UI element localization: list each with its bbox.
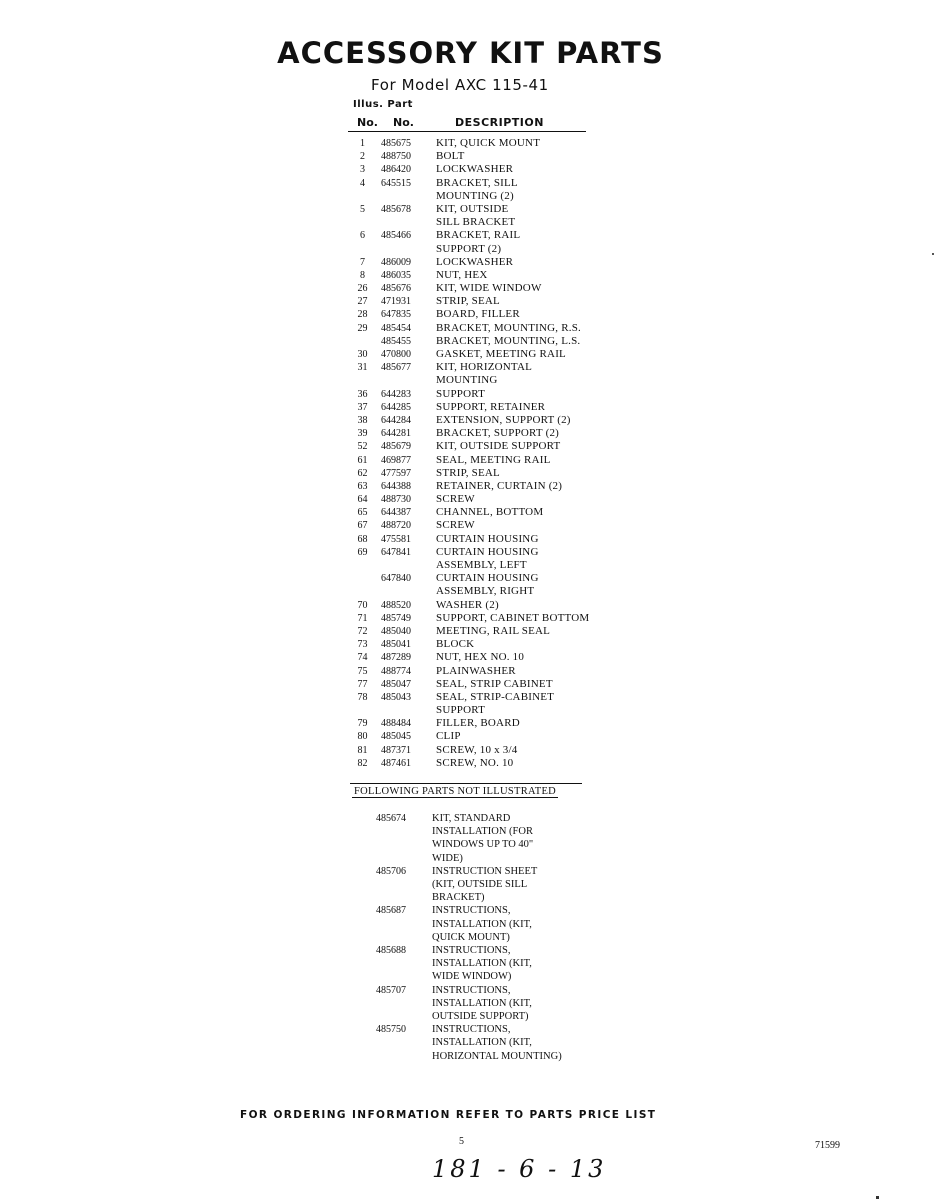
part-description: SCREW, NO. 10 xyxy=(436,756,514,769)
part-row-continuation xyxy=(350,216,610,229)
illus-number: 31 xyxy=(357,362,368,374)
part-description: GASKET, MEETING RAIL xyxy=(436,348,566,360)
part-row-continuation xyxy=(350,243,610,256)
part-description: SUPPORT, RETAINER xyxy=(436,400,546,413)
description-line: HORIZONTAL MOUNTING) xyxy=(432,1050,562,1062)
part-row xyxy=(350,744,610,757)
column-header-description: DESCRIPTION xyxy=(455,116,544,129)
part-row xyxy=(350,335,610,348)
part-description: PLAINWASHER xyxy=(436,664,516,677)
illus-number: 27 xyxy=(357,296,368,308)
part-number: 647835 xyxy=(381,309,411,321)
part-row xyxy=(350,678,610,691)
part-number: 485047 xyxy=(381,678,411,690)
part-description: BRACKET, MOUNTING, L.S. xyxy=(436,334,581,347)
part-number: 485675 xyxy=(381,138,411,149)
part-row xyxy=(350,480,610,493)
description-line: INSTRUCTIONS, xyxy=(432,905,511,917)
part-description: ASSEMBLY, LEFT xyxy=(436,559,527,571)
part-number: 488520 xyxy=(381,599,411,611)
part-number: 485466 xyxy=(381,230,411,242)
part-number: 488730 xyxy=(381,494,411,506)
illus-number xyxy=(350,216,375,229)
part-description: BOLT xyxy=(436,150,465,163)
part-row xyxy=(350,493,610,506)
part-row xyxy=(350,163,610,176)
part-row xyxy=(350,612,610,625)
part-description: SEAL, STRIP-CABINET xyxy=(436,690,555,703)
illus-number: 28 xyxy=(357,309,368,321)
part-row xyxy=(350,282,610,295)
scan-speck xyxy=(876,1196,879,1199)
part-number: 485674 xyxy=(376,813,406,824)
part-number: 488750 xyxy=(381,151,411,163)
part-description: LOCKWASHER xyxy=(436,163,514,176)
illus-number xyxy=(350,585,375,598)
part-row xyxy=(350,717,610,730)
part-description: NUT, HEX NO. 10 xyxy=(436,651,525,664)
part-description: SCREW xyxy=(436,519,475,532)
part-number: 486009 xyxy=(381,256,411,268)
part-description: STRIP, SEAL xyxy=(436,466,500,479)
part-row xyxy=(350,414,610,427)
part-number: 485043 xyxy=(381,691,411,703)
part-description: CURTAIN HOUSING xyxy=(436,532,539,545)
parts-list xyxy=(350,137,610,770)
part-number: 644387 xyxy=(381,507,411,519)
part-description: SUPPORT xyxy=(436,387,486,400)
not-illustrated-item xyxy=(370,944,620,984)
part-row xyxy=(350,256,610,269)
part-number: 485749 xyxy=(381,612,411,624)
part-description: BRACKET, SUPPORT (2) xyxy=(436,427,560,440)
header-divider xyxy=(348,131,586,132)
illus-number: 67 xyxy=(357,520,368,532)
illus-number: 2 xyxy=(360,151,365,163)
part-number: 485688 xyxy=(376,945,406,957)
part-number xyxy=(375,190,436,203)
part-description: BLOCK xyxy=(436,638,475,651)
part-number: 485679 xyxy=(381,441,411,453)
part-description: SUPPORT (2) xyxy=(436,242,502,255)
illus-number xyxy=(350,374,375,387)
part-description: KIT, OUTSIDE xyxy=(436,202,509,215)
part-description: BOARD, FILLER xyxy=(436,308,520,321)
illus-number xyxy=(350,335,375,348)
part-row xyxy=(350,533,610,546)
part-description: SCREW, 10 x 3/4 xyxy=(436,743,518,756)
illus-number: 62 xyxy=(357,467,368,479)
part-number: 485677 xyxy=(381,362,411,374)
part-number: 645515 xyxy=(381,177,411,189)
part-number: 485678 xyxy=(381,203,411,215)
illus-number: 63 xyxy=(357,480,368,492)
illus-number: 37 xyxy=(357,401,368,413)
part-description: RETAINER, CURTAIN (2) xyxy=(436,479,563,492)
illus-number: 80 xyxy=(357,731,368,743)
illus-number: 61 xyxy=(357,454,368,466)
part-number: 485045 xyxy=(381,731,411,743)
part-row xyxy=(350,691,610,704)
part-row xyxy=(350,730,610,743)
part-description: KIT, QUICK MOUNT xyxy=(436,137,541,149)
column-header-illus-part: Illus. Part xyxy=(353,99,413,110)
part-row-continuation xyxy=(350,585,610,598)
part-number xyxy=(375,559,436,572)
part-number: 487371 xyxy=(381,744,411,756)
illus-number: 78 xyxy=(357,691,368,703)
not-illustrated-item xyxy=(370,904,620,944)
part-number: 644285 xyxy=(381,401,411,413)
handwritten-note: 181 - 6 - 13 xyxy=(432,1155,607,1183)
illus-number: 26 xyxy=(357,283,368,295)
document-number: 71599 xyxy=(815,1140,840,1151)
part-number: 485676 xyxy=(381,283,411,295)
part-number: 471931 xyxy=(381,296,411,308)
part-description: CLIP xyxy=(436,730,461,743)
illus-number: 52 xyxy=(357,441,368,453)
description-line: INSTALLATION (FOR xyxy=(432,826,533,838)
part-description: MOUNTING (2) xyxy=(436,189,514,202)
part-row xyxy=(350,454,610,467)
part-number: 487289 xyxy=(381,652,411,664)
part-description: EXTENSION, SUPPORT (2) xyxy=(436,413,571,426)
illus-number: 5 xyxy=(360,203,365,215)
part-description: NUT, HEX xyxy=(436,268,488,281)
part-number: 644284 xyxy=(381,414,411,426)
part-row-continuation xyxy=(350,374,610,387)
description-line: BRACKET) xyxy=(432,892,485,904)
not-illustrated-item xyxy=(370,1023,620,1063)
illus-number: 70 xyxy=(357,599,368,611)
part-number: 486420 xyxy=(381,164,411,176)
part-number: 488720 xyxy=(381,520,411,532)
not-illustrated-item xyxy=(370,984,620,1024)
part-number xyxy=(375,216,436,229)
description-line: INSTRUCTIONS, xyxy=(432,1024,511,1036)
part-row xyxy=(350,401,610,414)
illus-number: 38 xyxy=(357,414,368,426)
part-description: KIT, HORIZONTAL xyxy=(436,361,533,374)
description-line: INSTALLATION (KIT, xyxy=(432,918,532,930)
description-line: WIDE WINDOW) xyxy=(432,971,512,983)
part-row xyxy=(350,638,610,651)
part-row xyxy=(350,546,610,559)
page-number: 5 xyxy=(459,1136,464,1147)
illus-number xyxy=(350,190,375,203)
part-description xyxy=(432,984,620,1024)
part-number: 485454 xyxy=(381,322,411,334)
part-row xyxy=(350,427,610,440)
part-row xyxy=(350,506,610,519)
illus-number: 64 xyxy=(357,494,368,506)
illus-number: 30 xyxy=(357,349,368,360)
part-row xyxy=(350,229,610,242)
part-row xyxy=(350,625,610,638)
illus-number: 74 xyxy=(357,652,368,664)
column-header-illus-no: No. xyxy=(357,116,378,129)
description-line: OUTSIDE SUPPORT) xyxy=(432,1011,529,1023)
part-row xyxy=(350,361,610,374)
part-description: BRACKET, RAIL xyxy=(436,229,521,242)
part-description: SCREW xyxy=(436,493,475,506)
part-number: 644388 xyxy=(381,480,411,492)
illus-number: 73 xyxy=(357,639,368,651)
not-illustrated-list xyxy=(370,812,620,1063)
illus-number: 71 xyxy=(357,612,368,624)
part-description xyxy=(432,944,620,984)
illus-number: 39 xyxy=(357,428,368,440)
part-description: CHANNEL, BOTTOM xyxy=(436,506,544,519)
part-description xyxy=(432,865,620,905)
part-description: WASHER (2) xyxy=(436,598,499,611)
part-description: SILL BRACKET xyxy=(436,216,516,229)
illus-number xyxy=(350,243,375,256)
description-line: INSTRUCTIONS, xyxy=(432,945,511,957)
part-row-continuation xyxy=(350,190,610,203)
illus-number: 81 xyxy=(357,744,368,756)
part-row xyxy=(350,295,610,308)
part-number: 644283 xyxy=(381,388,411,400)
description-line: INSTRUCTION SHEET xyxy=(432,865,538,877)
part-number xyxy=(375,243,436,256)
part-description: SEAL, STRIP CABINET xyxy=(436,677,553,690)
part-description: SEAL, MEETING RAIL xyxy=(436,453,551,466)
part-description: LOCKWASHER xyxy=(436,255,514,268)
ordering-note: FOR ORDERING INFORMATION REFER TO PARTS PRICE LIST xyxy=(240,1109,657,1121)
part-row xyxy=(350,137,610,150)
illus-number: 79 xyxy=(357,718,368,730)
description-line: INSTALLATION (KIT, xyxy=(432,1037,532,1049)
part-description: KIT, OUTSIDE SUPPORT xyxy=(436,440,561,453)
part-row-continuation xyxy=(350,704,610,717)
part-row xyxy=(350,651,610,664)
description-line: QUICK MOUNT) xyxy=(432,931,510,943)
part-row xyxy=(350,440,610,453)
illus-number: 36 xyxy=(357,388,368,400)
illus-number: 72 xyxy=(357,625,368,637)
part-number: 485687 xyxy=(376,905,406,917)
part-number: 644281 xyxy=(381,428,411,440)
part-row-continuation xyxy=(350,559,610,572)
part-description: MOUNTING xyxy=(436,374,498,387)
part-number: 647840 xyxy=(381,573,411,585)
illus-number xyxy=(350,559,375,572)
section-divider xyxy=(350,783,582,784)
part-row xyxy=(350,519,610,532)
part-number: 487461 xyxy=(381,757,411,769)
part-description: KIT, WIDE WINDOW xyxy=(436,282,542,295)
part-row xyxy=(350,177,610,190)
part-number: 470800 xyxy=(381,349,411,360)
not-illustrated-heading: FOLLOWING PARTS NOT ILLUSTRATED xyxy=(354,786,557,797)
column-header-part-no: No. xyxy=(393,116,414,129)
part-row xyxy=(350,269,610,282)
illus-number: 77 xyxy=(357,678,368,690)
page-title: ACCESSORY KIT PARTS xyxy=(277,36,664,70)
illus-number: 6 xyxy=(360,230,365,242)
illus-number: 1 xyxy=(360,138,365,149)
illus-number: 65 xyxy=(357,507,368,519)
illus-number: 4 xyxy=(360,177,365,189)
part-number xyxy=(375,585,436,598)
illus-number xyxy=(350,572,375,585)
scan-speck xyxy=(932,253,934,255)
illus-number: 75 xyxy=(357,665,368,677)
part-description: BRACKET, SILL xyxy=(436,176,518,189)
illus-number: 8 xyxy=(360,269,365,281)
description-line: INSTRUCTIONS, xyxy=(432,984,511,996)
part-number: 469877 xyxy=(381,454,411,466)
part-number: 488774 xyxy=(381,665,411,677)
part-number: 485707 xyxy=(376,984,406,996)
part-number: 647841 xyxy=(381,546,411,558)
part-row xyxy=(350,665,610,678)
part-row xyxy=(350,150,610,163)
part-row xyxy=(350,572,610,585)
part-row xyxy=(350,757,610,770)
part-number xyxy=(375,704,436,717)
description-line: KIT, STANDARD xyxy=(432,813,511,824)
part-description: MEETING, RAIL SEAL xyxy=(436,624,551,637)
part-number: 486035 xyxy=(381,269,411,281)
not-illustrated-item xyxy=(370,812,620,865)
part-row xyxy=(350,308,610,321)
illus-number: 69 xyxy=(357,546,368,558)
part-number: 485750 xyxy=(376,1024,406,1036)
part-description: ASSEMBLY, RIGHT xyxy=(436,585,535,598)
description-line: (KIT, OUTSIDE SILL xyxy=(432,879,528,891)
not-illustrated-item xyxy=(370,865,620,905)
part-number: 485040 xyxy=(381,625,411,637)
part-number: 475581 xyxy=(381,533,411,545)
illus-number: 7 xyxy=(360,256,365,268)
part-description: STRIP, SEAL xyxy=(436,295,500,308)
part-row xyxy=(350,467,610,480)
part-number xyxy=(375,374,436,387)
part-description: FILLER, BOARD xyxy=(436,717,520,730)
part-number: 485041 xyxy=(381,639,411,651)
part-row xyxy=(350,599,610,612)
part-description: BRACKET, MOUNTING, R.S. xyxy=(436,321,581,334)
part-row xyxy=(350,203,610,216)
part-number: 485455 xyxy=(381,335,411,347)
part-number: 488484 xyxy=(381,718,411,730)
illus-number: 3 xyxy=(360,164,365,176)
part-description xyxy=(432,1023,620,1063)
illus-number: 68 xyxy=(357,533,368,545)
illus-number: 29 xyxy=(357,322,368,334)
illus-number: 82 xyxy=(357,757,368,769)
part-description xyxy=(432,904,620,944)
description-line: WINDOWS UP TO 40" xyxy=(432,839,534,851)
part-row xyxy=(350,348,610,361)
part-description xyxy=(432,812,620,865)
part-row xyxy=(350,322,610,335)
description-line: INSTALLATION (KIT, xyxy=(432,997,532,1009)
part-number: 477597 xyxy=(381,467,411,479)
description-line: WIDE) xyxy=(432,852,463,864)
description-line: INSTALLATION (KIT, xyxy=(432,958,532,970)
part-description: CURTAIN HOUSING xyxy=(436,572,539,585)
part-description: SUPPORT, CABINET BOTTOM xyxy=(436,611,590,624)
part-row xyxy=(350,388,610,401)
model-subtitle: For Model AXC 115-41 xyxy=(371,76,549,94)
part-description: SUPPORT xyxy=(436,704,486,717)
part-number: 485706 xyxy=(376,865,406,877)
illus-number xyxy=(350,704,375,717)
part-description: CURTAIN HOUSING xyxy=(436,545,539,558)
